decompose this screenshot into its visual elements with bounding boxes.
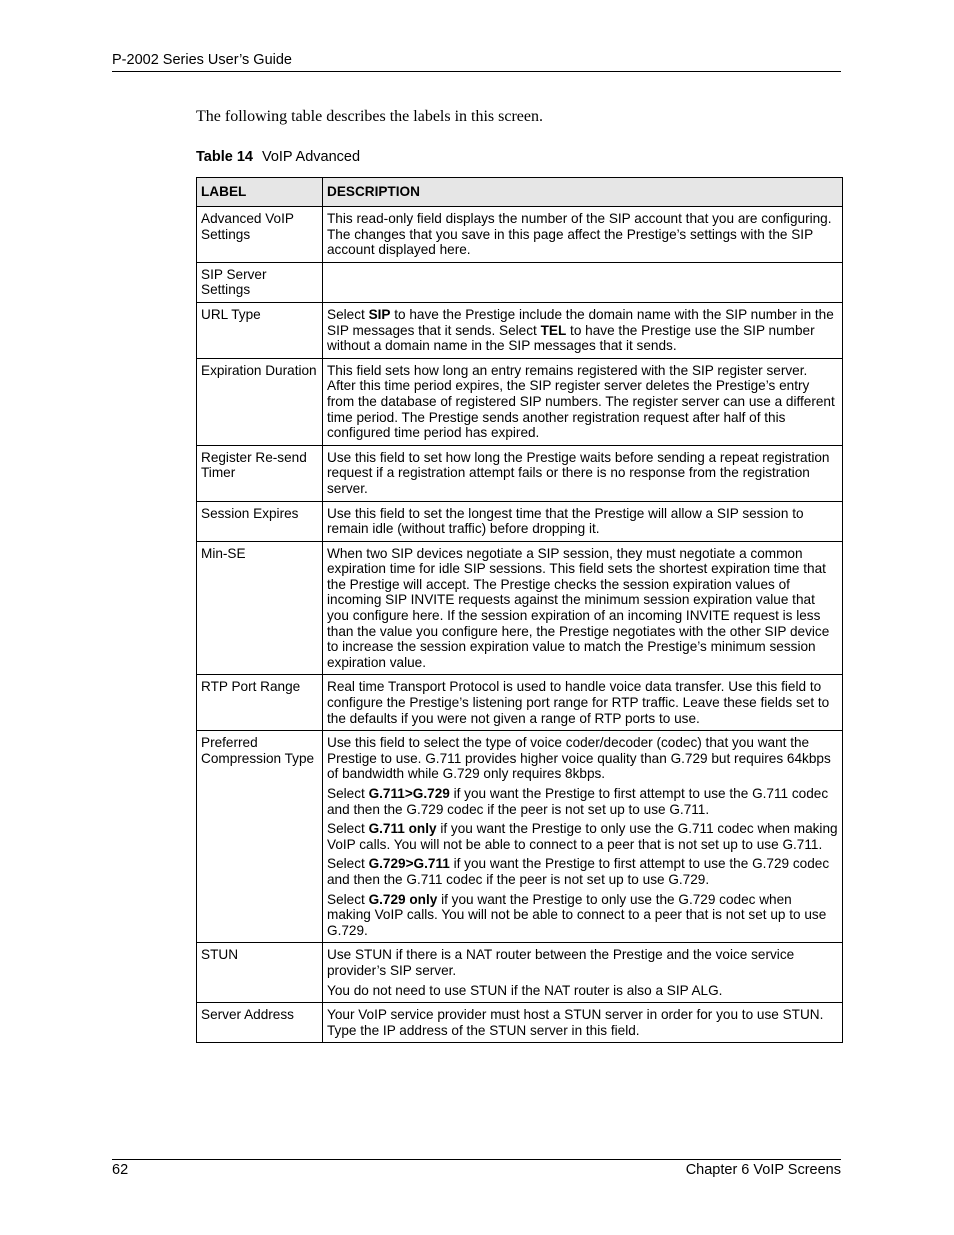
description-text: Use this field to select the type of voice coder/decoder (codec) that you want the Prestige to use. G.711 provides higher voice quality than G.729 but requires 64kbps of bandwidth while G.729 only requires 8kbps. (327, 735, 831, 782)
table-body (197, 207, 843, 1043)
table-row (197, 731, 843, 943)
row-description (323, 675, 843, 731)
description-text: Use STUN if there is a NAT router between the Prestige and the voice service provider’s SIP server. (327, 947, 795, 978)
description-text: Select (327, 786, 369, 801)
description-text: to have the Prestige include the domain name with the SIP number in the SIP messages that it sends. Select (327, 306, 834, 338)
row-label: Expiration Duration (197, 358, 323, 445)
description-paragraph (327, 211, 838, 258)
field-option-name: SIP (368, 306, 391, 322)
table-row (197, 262, 843, 302)
row-label: Preferred Compression Type (197, 731, 323, 943)
row-label: URL Type (197, 302, 323, 358)
row-label: Min-SE (197, 541, 323, 675)
description-paragraph (327, 983, 838, 999)
table-row (197, 541, 843, 675)
field-option-name: G.729>G.711 (368, 856, 450, 872)
table-caption-title: VoIP Advanced (261, 149, 361, 165)
running-header: P-2002 Series User’s Guide (112, 52, 292, 68)
row-description (323, 445, 843, 501)
description-text: Select (327, 856, 369, 872)
field-option-name: G.711 only (368, 821, 437, 837)
row-label: Advanced VoIP Settings (197, 207, 323, 263)
table-row (197, 943, 843, 1003)
description-paragraph (327, 506, 838, 537)
row-description (323, 541, 843, 675)
description-text: if you want the Prestige to only use the G.729 codec when making VoIP calls. You will not be able to connect to a peer that is not set up to use G.729. (327, 891, 827, 938)
description-paragraph (327, 821, 838, 852)
table-row (197, 302, 843, 358)
row-label: Register Re-send Timer (197, 445, 323, 501)
description-paragraph (327, 363, 838, 441)
table-row (197, 207, 843, 263)
description-text: if you want the Prestige to first attempt to use the G.711 codec and then the G.729 codec if the peer is not set up to use G.711. (327, 786, 829, 817)
description-paragraph (327, 947, 838, 978)
field-option-name: G.729 only (368, 891, 438, 907)
description-text: Select (327, 891, 369, 907)
row-description (323, 731, 843, 943)
row-label: STUN (197, 943, 323, 1003)
field-option-name: TEL (540, 322, 567, 338)
description-paragraph (327, 856, 838, 887)
page-number: 62 (112, 1162, 129, 1178)
description-text: Select (327, 306, 369, 322)
description-column-header: DESCRIPTION (323, 178, 843, 207)
row-description (323, 302, 843, 358)
description-text: You do not need to use STUN if the NAT router is also a SIP ALG. (327, 982, 723, 998)
description-text: if you want the Prestige to first attempt to use the G.729 codec and then the G.711 codec if the peer is not set up to use G.729. (327, 856, 830, 887)
description-text: if you want the Prestige to only use the G.711 codec when making VoIP calls. You will not be able to connect to a peer that is not set up to use G.711. (327, 821, 838, 852)
description-text: to have the Prestige use the SIP number without a domain name in the SIP messages that it sends. (327, 322, 815, 354)
table-caption (196, 149, 360, 165)
description-text: Select (327, 821, 369, 837)
description-paragraph (327, 735, 838, 782)
description-text: This field sets how long an entry remains registered with the SIP register server. After this time period expires, the SIP register server deletes the Prestige’s entry from the database of registered SIP numbers. The register server can use a different time period. The Prestige sends another registration request after half of this configured time period has expired. (327, 362, 835, 441)
table-header-row (197, 178, 843, 207)
description-text: Use this field to set the longest time that the Prestige will allow a SIP session to remain idle (without traffic) before dropping it. (327, 505, 804, 537)
row-label: RTP Port Range (197, 675, 323, 731)
row-description (323, 358, 843, 445)
description-paragraph (327, 546, 838, 671)
header-rule (112, 71, 841, 72)
table-row (197, 675, 843, 731)
table-row (197, 501, 843, 541)
label-description-table (196, 177, 843, 1043)
description-text: When two SIP devices negotiate a SIP session, they must negotiate a common expiration time for idle SIP sessions. This field sets the shortest expiration time that the Prestige will accept. The Prestige checks the session expiration values of incoming SIP INVITE requests against the minimum session expiration value that you configure here. If the session expiration of an incoming INVITE request is less than the value you configure here, the Prestige negotiates with the other SIP device to increase the session expiration value to match the Prestige’s minimum session expiration value. (327, 545, 830, 670)
row-label: SIP Server Settings (197, 262, 323, 302)
description-paragraph (327, 307, 838, 354)
chapter-title: Chapter 6 VoIP Screens (685, 1162, 841, 1178)
table-row (197, 445, 843, 501)
footer-rule (112, 1159, 841, 1160)
description-paragraph (327, 786, 838, 817)
table-caption-number: Table 14 (196, 149, 253, 165)
intro-text: The following table describes the labels in this screen. (196, 108, 544, 125)
description-paragraph (327, 1007, 838, 1038)
table-row (197, 358, 843, 445)
row-description (323, 262, 843, 302)
description-text: Your VoIP service provider must host a STUN server in order for you to use STUN. Type the IP address of the STUN server in this field. (327, 1007, 824, 1038)
description-text: Use this field to set how long the Prestige waits before sending a repeat registration request if a registration attempt fails or there is no response from the registration server. (327, 449, 830, 496)
row-description (323, 943, 843, 1003)
description-paragraph (327, 450, 838, 497)
field-option-name: G.711>G.729 (368, 786, 450, 801)
row-description (323, 207, 843, 263)
description-text: Real time Transport Protocol is used to handle voice data transfer. Use this field to configure the Prestige’s listening port range for RTP traffic. Leave these fields set to the defaults if you were not given a range of RTP ports to use. (327, 679, 830, 726)
description-paragraph (327, 679, 838, 726)
label-column-header: LABEL (197, 178, 323, 207)
row-description (323, 501, 843, 541)
table-row (197, 1003, 843, 1043)
row-label: Server Address (197, 1003, 323, 1043)
row-description (323, 1003, 843, 1043)
row-label: Session Expires (197, 501, 323, 541)
description-text: This read-only field displays the number of the SIP account that you are configuring. The changes that you save in this page affect the Prestige’s settings with the SIP account displayed here. (327, 211, 832, 258)
description-paragraph (327, 892, 838, 939)
